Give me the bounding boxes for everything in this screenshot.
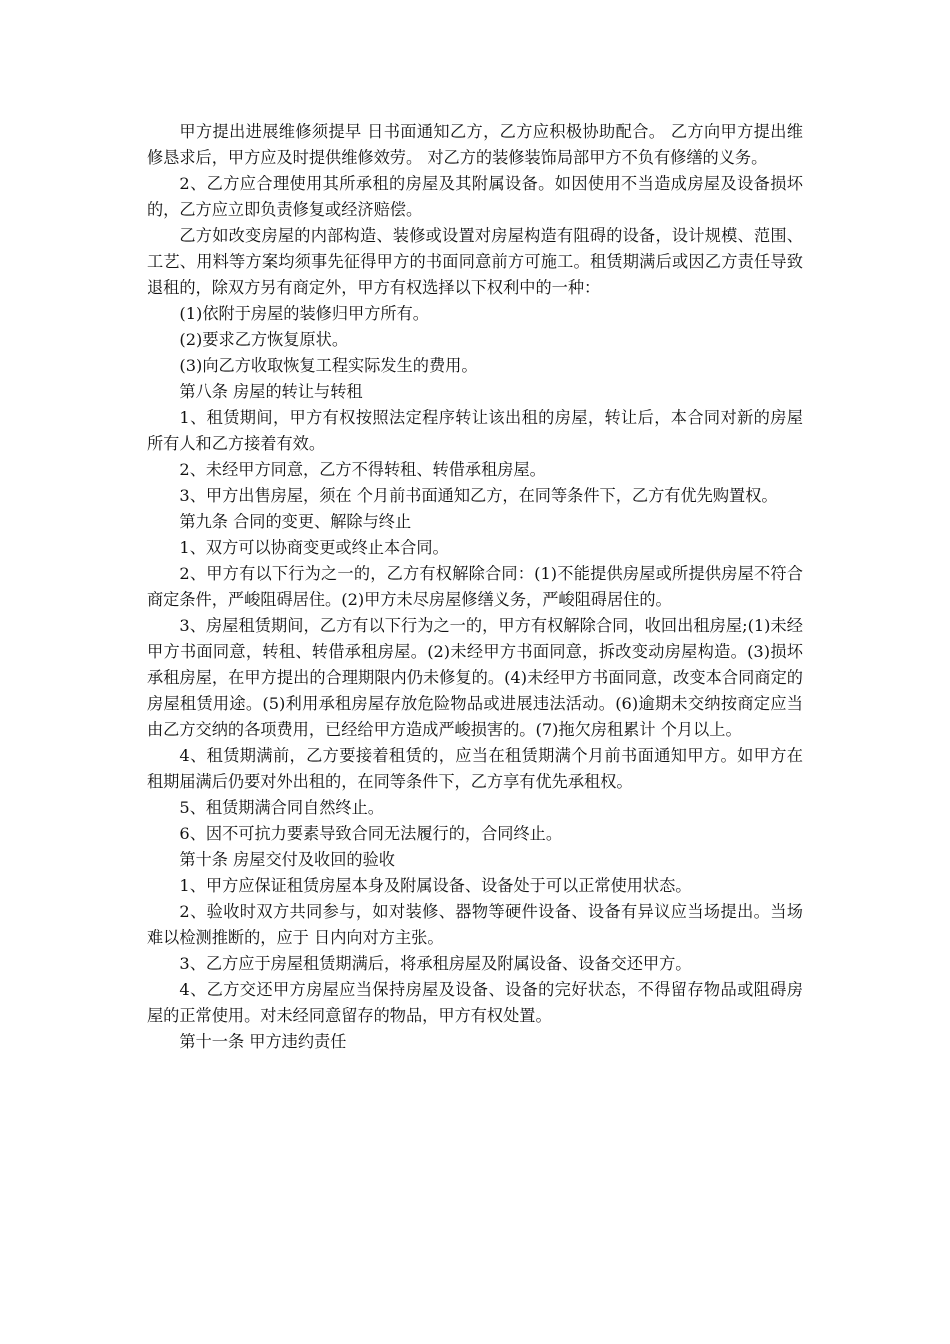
paragraph-article-10-clause-2: 2、验收时双方共同参与，如对装修、器物等硬件设备、设备有异议应当场提出。当场难以检测推断的，应于 日内向对方主张。 — [147, 902, 803, 947]
paragraph-article-10-clause-1: 1、甲方应保证租赁房屋本身及附属设备、设备处于可以正常使用状态。 — [179, 876, 692, 895]
heading-article-10: 第十条 房屋交付及收回的验收 — [179, 850, 395, 869]
heading-article-8: 第八条 房屋的转让与转租 — [179, 382, 363, 401]
paragraph-article-9-clause-4: 4、租赁期满前，乙方要接着租赁的，应当在租赁期满个月前书面通知甲方。如甲方在租期届满后仍要对外出租的，在同等条件下，乙方享有优先承租权。 — [147, 746, 803, 791]
paragraph-article-8-clause-3: 3、甲方出售房屋，须在 个月前书面通知乙方，在同等条件下，乙方有优先购置权。 — [179, 486, 778, 505]
paragraph-option-1: (1)依附于房屋的装修归甲方所有。 — [179, 304, 429, 323]
paragraph-article-8-clause-2: 2、未经甲方同意，乙方不得转租、转借承租房屋。 — [179, 460, 546, 479]
paragraph-option-2: (2)要求乙方恢复原状。 — [179, 330, 349, 349]
heading-article-9: 第九条 合同的变更、解除与终止 — [179, 512, 412, 531]
paragraph-article-9-clause-3: 3、房屋租赁期间，乙方有以下行为之一的，甲方有权解除合同，收回出租房屋;(1)未经甲方书面同意，转租、转借承租房屋。(2)未经甲方书面同意，拆改变动房屋构造。(3)损坏承租房屋，在甲方提出的合理期限内仍未修复的。(4)未经甲方书面同意，改变本合同商定的房屋租赁用途。(5)利用承租房屋存放危险物品或进展违法活动。(6)逾期未交纳按商定应当由乙方交纳的各项费用，已经给甲方造成严峻损害的。(7)拖欠房租累计 个月以上。 — [147, 616, 803, 739]
paragraph-article-9-clause-1: 1、双方可以协商变更或终止本合同。 — [179, 538, 449, 557]
paragraph-article-8-clause-1: 1、租赁期间，甲方有权按照法定程序转让该出租的房屋，转让后，本合同对新的房屋所有人和乙方接着有效。 — [147, 408, 803, 453]
paragraph-proper-use: 2、乙方应合理使用其所承租的房屋及其附属设备。如因使用不当造成房屋及设备损坏的，乙方应立即负责修复或经济赔偿。 — [147, 174, 803, 219]
document-page — [147, 119, 803, 1055]
paragraph-article-9-clause-6: 6、因不可抗力要素导致合同无法履行的，合同终止。 — [179, 824, 563, 843]
paragraph-article-9-clause-2: 2、甲方有以下行为之一的，乙方有权解除合同：(1)不能提供房屋或所提供房屋不符合商定条件，严峻阻碍居住。(2)甲方未尽房屋修缮义务，严峻阻碍居住的。 — [147, 564, 803, 609]
heading-article-11: 第十一条 甲方违约责任 — [179, 1032, 347, 1051]
paragraph-alteration-consent: 乙方如改变房屋的内部构造、装修或设置对房屋构造有阻碍的设备，设计规模、范围、工艺、用料等方案均须事先征得甲方的书面同意前方可施工。租赁期满后或因乙方责任导致退租的，除双方另有商定外，甲方有权选择以下权利中的一种： — [147, 226, 803, 297]
paragraph-article-9-clause-5: 5、租赁期满合同自然终止。 — [179, 798, 384, 817]
paragraph-option-3: (3)向乙方收取恢复工程实际发生的费用。 — [179, 356, 478, 375]
paragraph-article-10-clause-4: 4、乙方交还甲方房屋应当保持房屋及设备、设备的完好状态，不得留存物品或阻碍房屋的正常使用。对未经同意留存的物品，甲方有权处置。 — [147, 980, 803, 1025]
paragraph-repair-notice: 甲方提出进展维修须提早 日书面通知乙方，乙方应积极协助配合。 乙方向甲方提出维修恳求后，甲方应及时提供维修效劳。 对乙方的装修装饰局部甲方不负有修缮的义务。 — [147, 122, 803, 167]
paragraph-article-10-clause-3: 3、乙方应于房屋租赁期满后，将承租房屋及附属设备、设备交还甲方。 — [179, 954, 692, 973]
